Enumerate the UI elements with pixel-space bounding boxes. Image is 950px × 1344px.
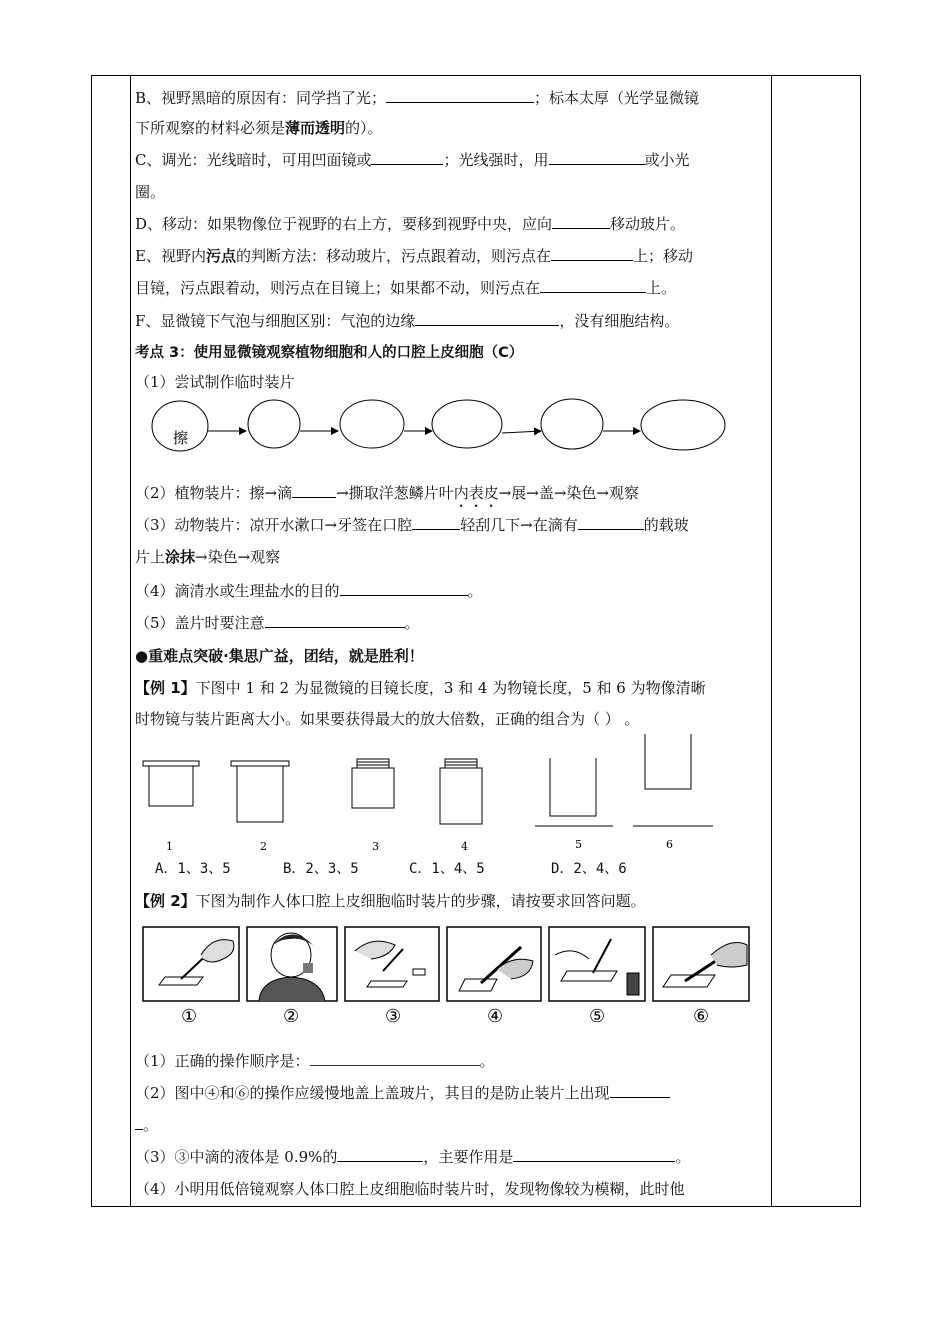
fig-label-2: 2 [260,840,267,853]
step-label-4: ④ [487,1006,504,1025]
answer-blank[interactable] [340,581,468,596]
answer-blank[interactable] [578,515,644,530]
question-3-line1: （3）动物装片：凉开水漱口→牙签在口腔 轻刮几下→在滴有 的载玻 [135,516,689,534]
fig-label-4: 4 [461,840,468,853]
section-b-line2: 下所观察的材料必须是薄而透明的）。 [135,119,383,137]
example-1-line1: 【例 1】下图中 1 和 2 为显微镜的目镜长度，3 和 4 为物镜长度，5 和 6 为物像清晰 [135,679,706,697]
kaodian-3-heading: 考点 3：使用显微镜观察植物细胞和人的口腔上皮细胞（C） [135,345,524,361]
section-c-line1: C、调光：光线暗时，可用凹面镜或 ；光线强时，用 或小光 [135,151,690,169]
answer-blank[interactable] [310,1051,480,1066]
section-f-line: F、显微镜下气泡与细胞区别：气泡的边缘 ，没有细胞结构。 [135,312,680,330]
step-5-panel [549,927,645,1001]
option-d[interactable]: D．2、4、6 [551,861,627,877]
answer-blank[interactable] [135,1115,143,1130]
lens-figure [135,728,735,853]
distance-6 [633,734,713,826]
example-2-q3: （3）③中滴的液体是 0.9%的 ，主要作用是 。 [135,1148,691,1166]
example-2-line1: 【例 2】下图为制作人体口腔上皮细胞临时装片的步骤，请按要求回答问题。 [135,892,646,910]
answer-blank[interactable] [549,150,645,165]
step-4-panel [447,927,541,1001]
fig-label-5: 5 [575,838,582,851]
answer-blank[interactable] [412,515,460,530]
distance-5 [535,758,613,826]
fig-label-6: 6 [666,838,673,851]
answer-blank[interactable] [552,214,610,229]
question-1: （1）尝试制作临时装片 [135,373,295,391]
table-column-divider-right [771,76,772,1206]
step-6-panel [653,927,749,1001]
key-difficulty-heading: ●重难点突破·集思广益，团结，就是胜利！ [135,647,424,665]
answer-blank[interactable] [551,246,633,261]
section-e-line1: E、视野内污点的判断方法：移动玻片，污点跟着动，则污点在 上；移动 [135,247,693,265]
example-2-q2: （2）图中④和⑥的操作应缓慢地盖上盖玻片，其目的是防止装片上出现 [135,1082,670,1104]
option-b[interactable]: B．2、3、5 [283,861,359,877]
flow-step-4 [432,400,502,448]
procedure-figure [141,925,753,1025]
answer-blank[interactable] [513,1147,675,1162]
answer-blank[interactable] [371,150,443,165]
answer-blank[interactable] [540,278,646,293]
flow-step-3 [340,400,404,448]
answer-blank[interactable] [337,1147,423,1162]
section-c-line2: 圈。 [135,183,166,201]
option-c[interactable]: C．1、4、5 [409,861,485,877]
section-d-line: D、移动：如果物像位于视野的右上方，要移到视野中央，应向 移动玻片。 [135,215,686,233]
step-label-6: ⑥ [693,1006,710,1025]
step-1-panel [143,927,239,1001]
answer-blank[interactable] [610,1083,670,1098]
section-b-line1: B、视野黑暗的原因有：同学挡了光； ；标本太厚（光学显微镜 [135,89,700,107]
eyepiece-1 [143,761,199,806]
step-label-3: ③ [385,1006,402,1025]
question-4: （4）滴清水或生理盐水的目的 。 [135,582,483,600]
flow-arrow [502,431,541,433]
answer-blank[interactable] [265,613,405,628]
flow-step-6 [641,400,725,450]
fig-label-3: 3 [372,840,379,853]
flow-step-2 [248,400,300,448]
step-label-5: ⑤ [589,1006,606,1025]
example-1-line2: 时物镜与装片距离大小。如果要获得最大的放大倍数，正确的组合为（ ） 。 [135,710,640,728]
flow-diagram [150,398,730,454]
step-3-panel [345,927,439,1001]
question-2: （2）植物装片：擦→滴 →撕取洋葱鳞片叶内表皮→展→盖→染色→观察 [135,484,639,502]
example-2-q4: （4）小明用低倍镜观察人体口腔上皮细胞临时装片时，发现物像较为模糊，此时他 [135,1180,685,1198]
objective-3 [352,759,394,808]
step-label-2: ② [283,1006,300,1025]
question-3-line2: 片上涂抹→染色→观察 [135,548,281,566]
flow-step-5 [541,399,603,449]
answer-blank[interactable] [292,483,336,498]
eyepiece-2 [231,761,289,822]
example-2-q2-cont: 。 [135,1114,158,1136]
objective-4 [440,759,482,824]
question-5: （5）盖片时要注意 。 [135,614,420,632]
fig-label-1: 1 [166,840,173,853]
table-column-divider-left [130,76,131,1206]
step-label-1: ① [181,1006,198,1025]
flow-step-1-label: 擦 [173,429,189,447]
step-2-panel [247,927,337,1001]
answer-blank[interactable] [386,88,534,103]
answer-blank[interactable] [415,311,559,326]
option-a[interactable]: A．1、3、5 [155,861,231,877]
section-e-line2: 目镜，污点跟着动，则污点在目镜上；如果都不动，则污点在 上。 [135,279,677,297]
example-2-q1: （1）正确的操作顺序是： 。 [135,1052,495,1070]
